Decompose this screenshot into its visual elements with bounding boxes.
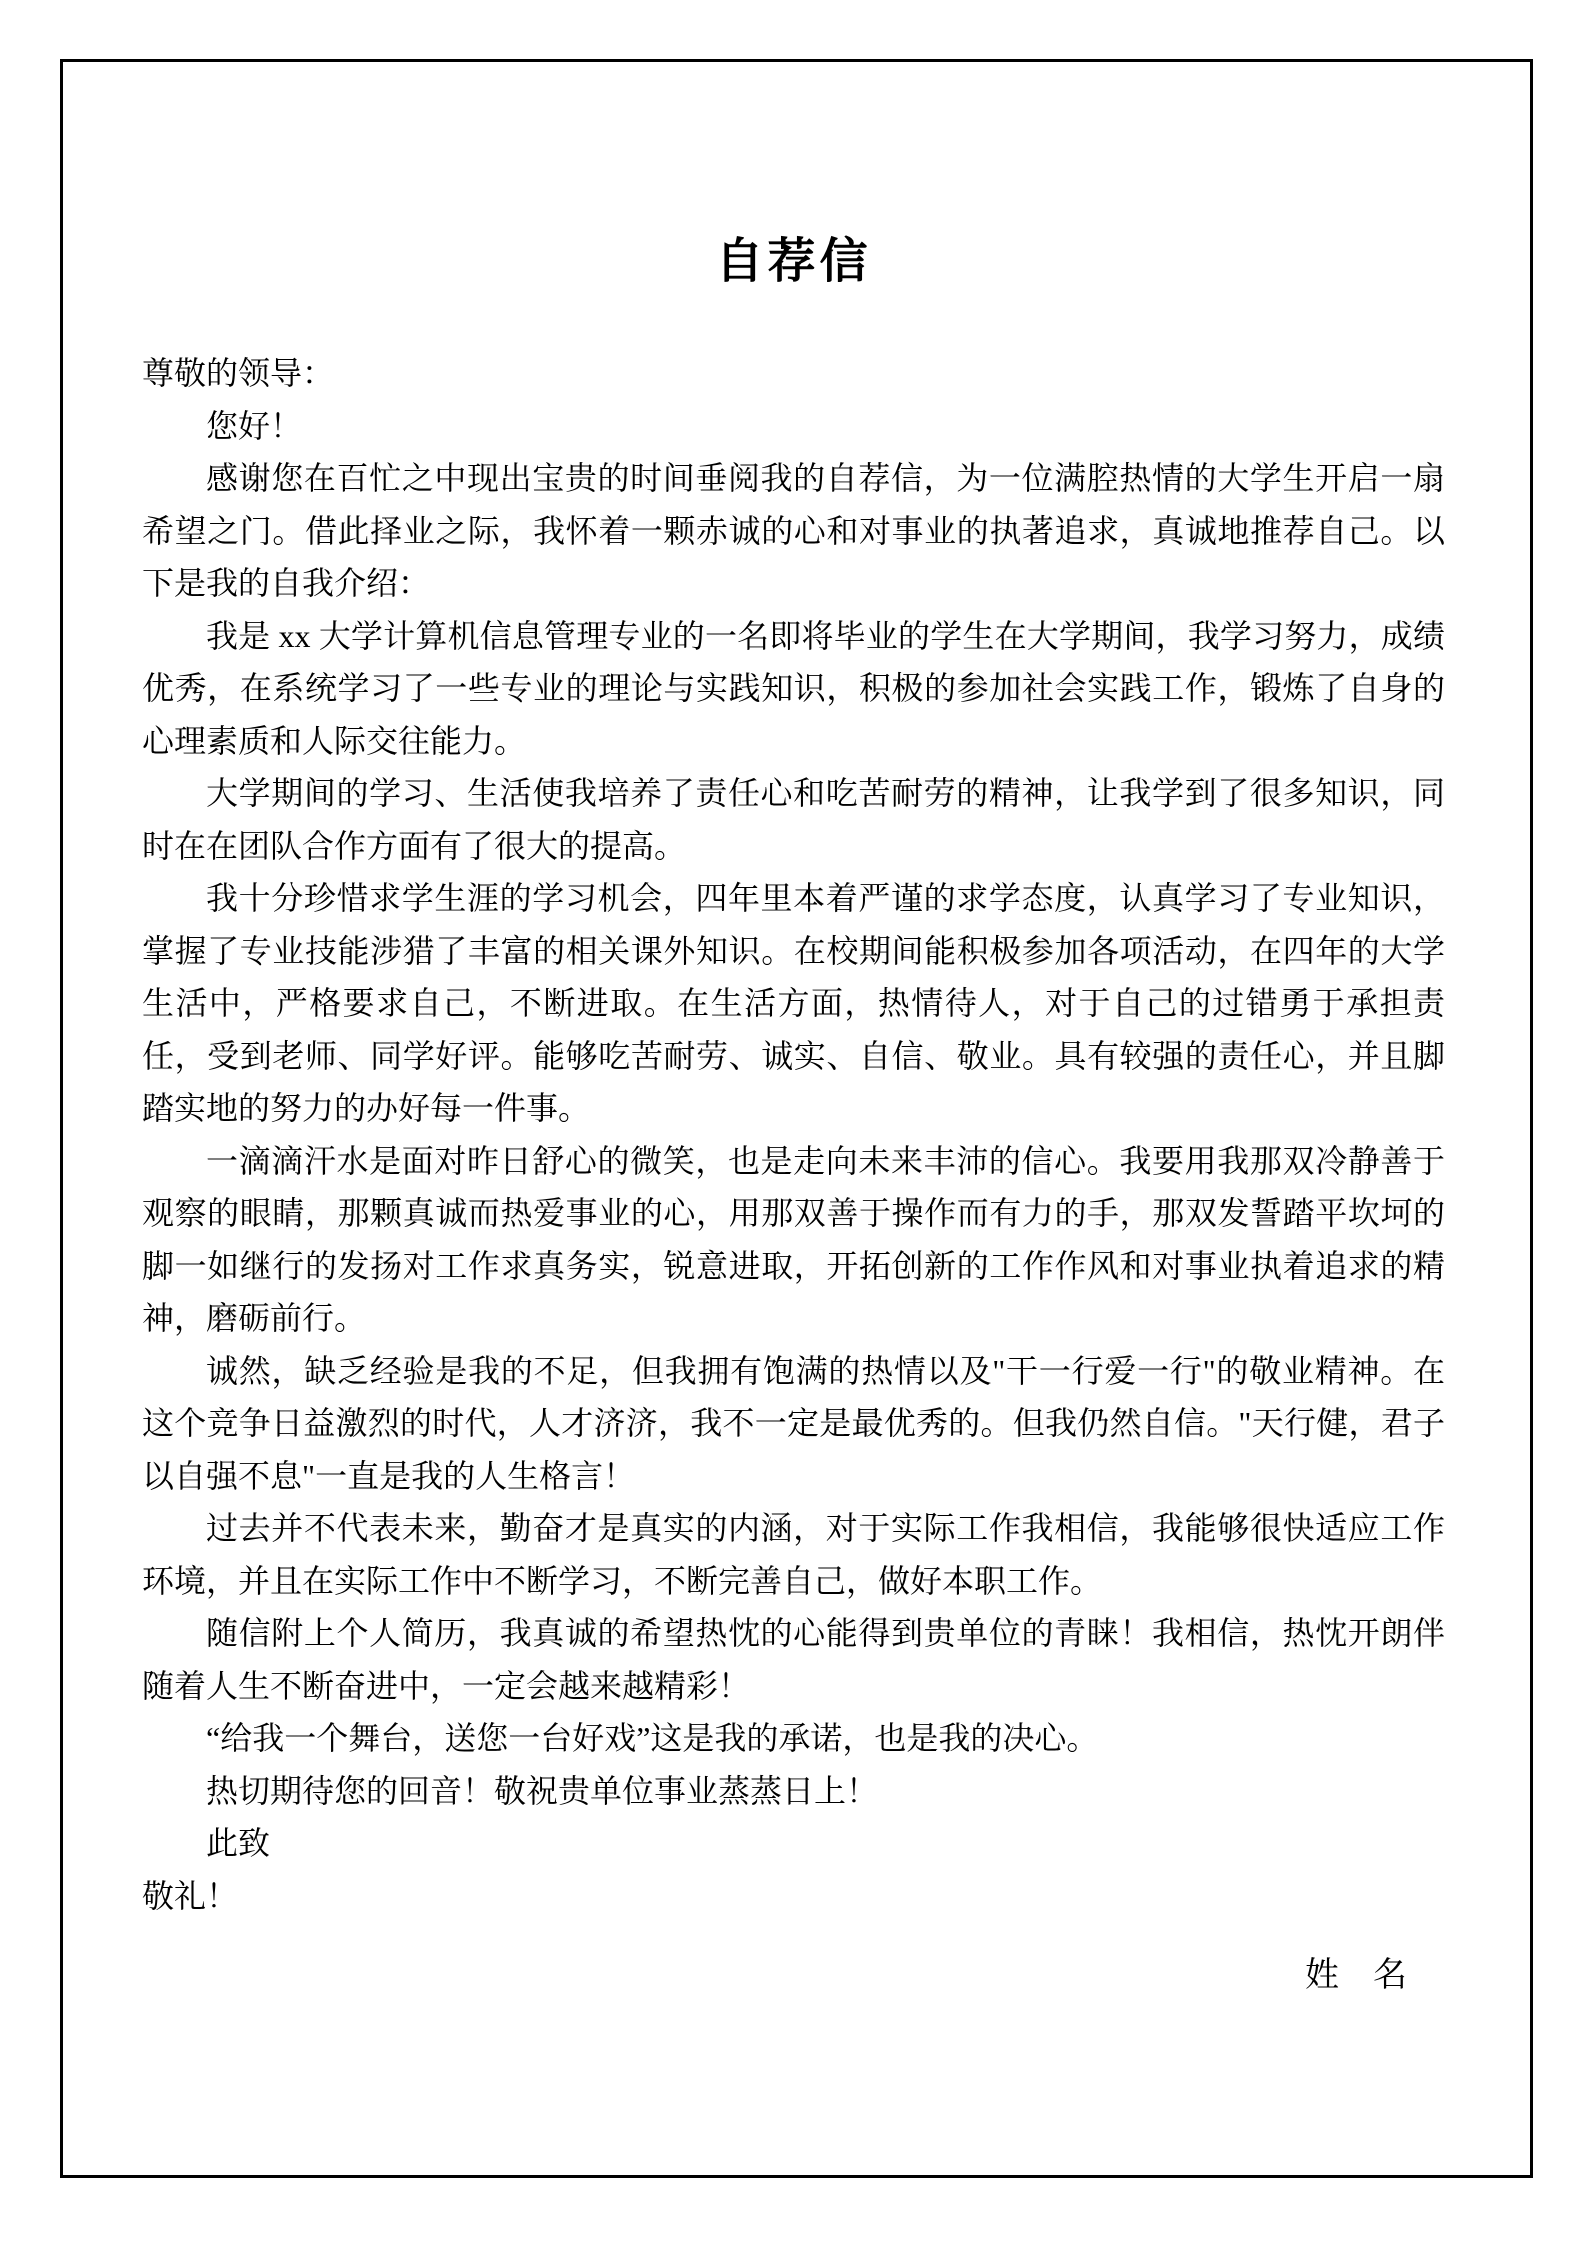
paragraph: 我十分珍惜求学生涯的学习机会，四年里本着严谨的求学态度，认真学习了专业知识，掌握了专业技能涉猎了丰富的相关课外知识。在校期间能积极参加各项活动，在四年的大学生活中，严格要求自己，不断进取。在生活方面，热情待人，对于自己的过错勇于承担责任，受到老师、同学好评。能够吃苦耐劳、诚实、自信、敬业。具有较强的责任心，并且脚踏实地的努力的办好每一件事。 <box>142 880 1445 1126</box>
paragraph: 随信附上个人简历，我真诚的希望热忱的心能得到贵单位的青睐！我相信，热忱开朗伴随着人生不断奋进中，一定会越来越精彩！ <box>142 1615 1445 1704</box>
paragraph: 热切期待您的回音！敬祝贵单位事业蒸蒸日上！ <box>206 1772 879 1809</box>
paragraph: 诚然，缺乏经验是我的不足，但我拥有饱满的热情以及"干一行爱一行"的敬业精神。在这个竞争日益激烈的时代，人才济济，我不一定是最优秀的。但我仍然自信。"天行健，君子以自强不息"一直是我的人生格言！ <box>142 1352 1445 1494</box>
letter-body <box>142 347 1445 1922</box>
letter-title: 自荐信 <box>715 235 872 288</box>
signature-name: 姓 名 <box>1305 1957 1407 1994</box>
closing-salute-line: 敬礼！ <box>142 1877 239 1914</box>
paragraph: 大学期间的学习、生活使我培养了责任心和吃苦耐劳的精神，让我学到了很多知识，同时在在团队合作方面有了很大的提高。 <box>142 775 1445 864</box>
paragraph: 过去并不代表未来，勤奋才是真实的内涵，对于实际工作我相信，我能够很快适应工作环境，并且在实际工作中不断学习，不断完善自己，做好本职工作。 <box>142 1510 1445 1599</box>
closing-cizhi-line: 此致 <box>206 1825 271 1861</box>
paragraph: 一滴滴汗水是面对昨日舒心的微笑，也是走向未来丰沛的信心。我要用我那双冷静善于观察的眼睛，那颗真诚而热爱事业的心，用那双善于操作而有力的手，那双发誓踏平坎坷的脚一如继行的发扬对工作求真务实，锐意进取，开拓创新的工作作风和对事业执着追求的精神，磨砺前行。 <box>142 1142 1445 1336</box>
paragraph: 我是 xx 大学计算机信息管理专业的一名即将毕业的学生在大学期间，我学习努力，成绩优秀，在系统学习了一些专业的理论与实践知识，积极的参加社会实践工作，锻炼了自身的心理素质和人际交往能力。 <box>142 617 1445 759</box>
letter-content <box>142 237 1445 2002</box>
greeting-line: 您好！ <box>206 407 303 444</box>
paragraph: “给我一个舞台，送您一台好戏”这是我的承诺，也是我的决心。 <box>206 1720 1099 1756</box>
paragraph: 感谢您在百忙之中现出宝贵的时间垂阅我的自荐信，为一位满腔热情的大学生开启一扇希望之门。借此择业之际，我怀着一颗赤诚的心和对事业的执著追求，真诚地推荐自己。以下是我的自我介绍： <box>142 460 1445 601</box>
salutation-line: 尊敬的领导： <box>142 355 335 391</box>
